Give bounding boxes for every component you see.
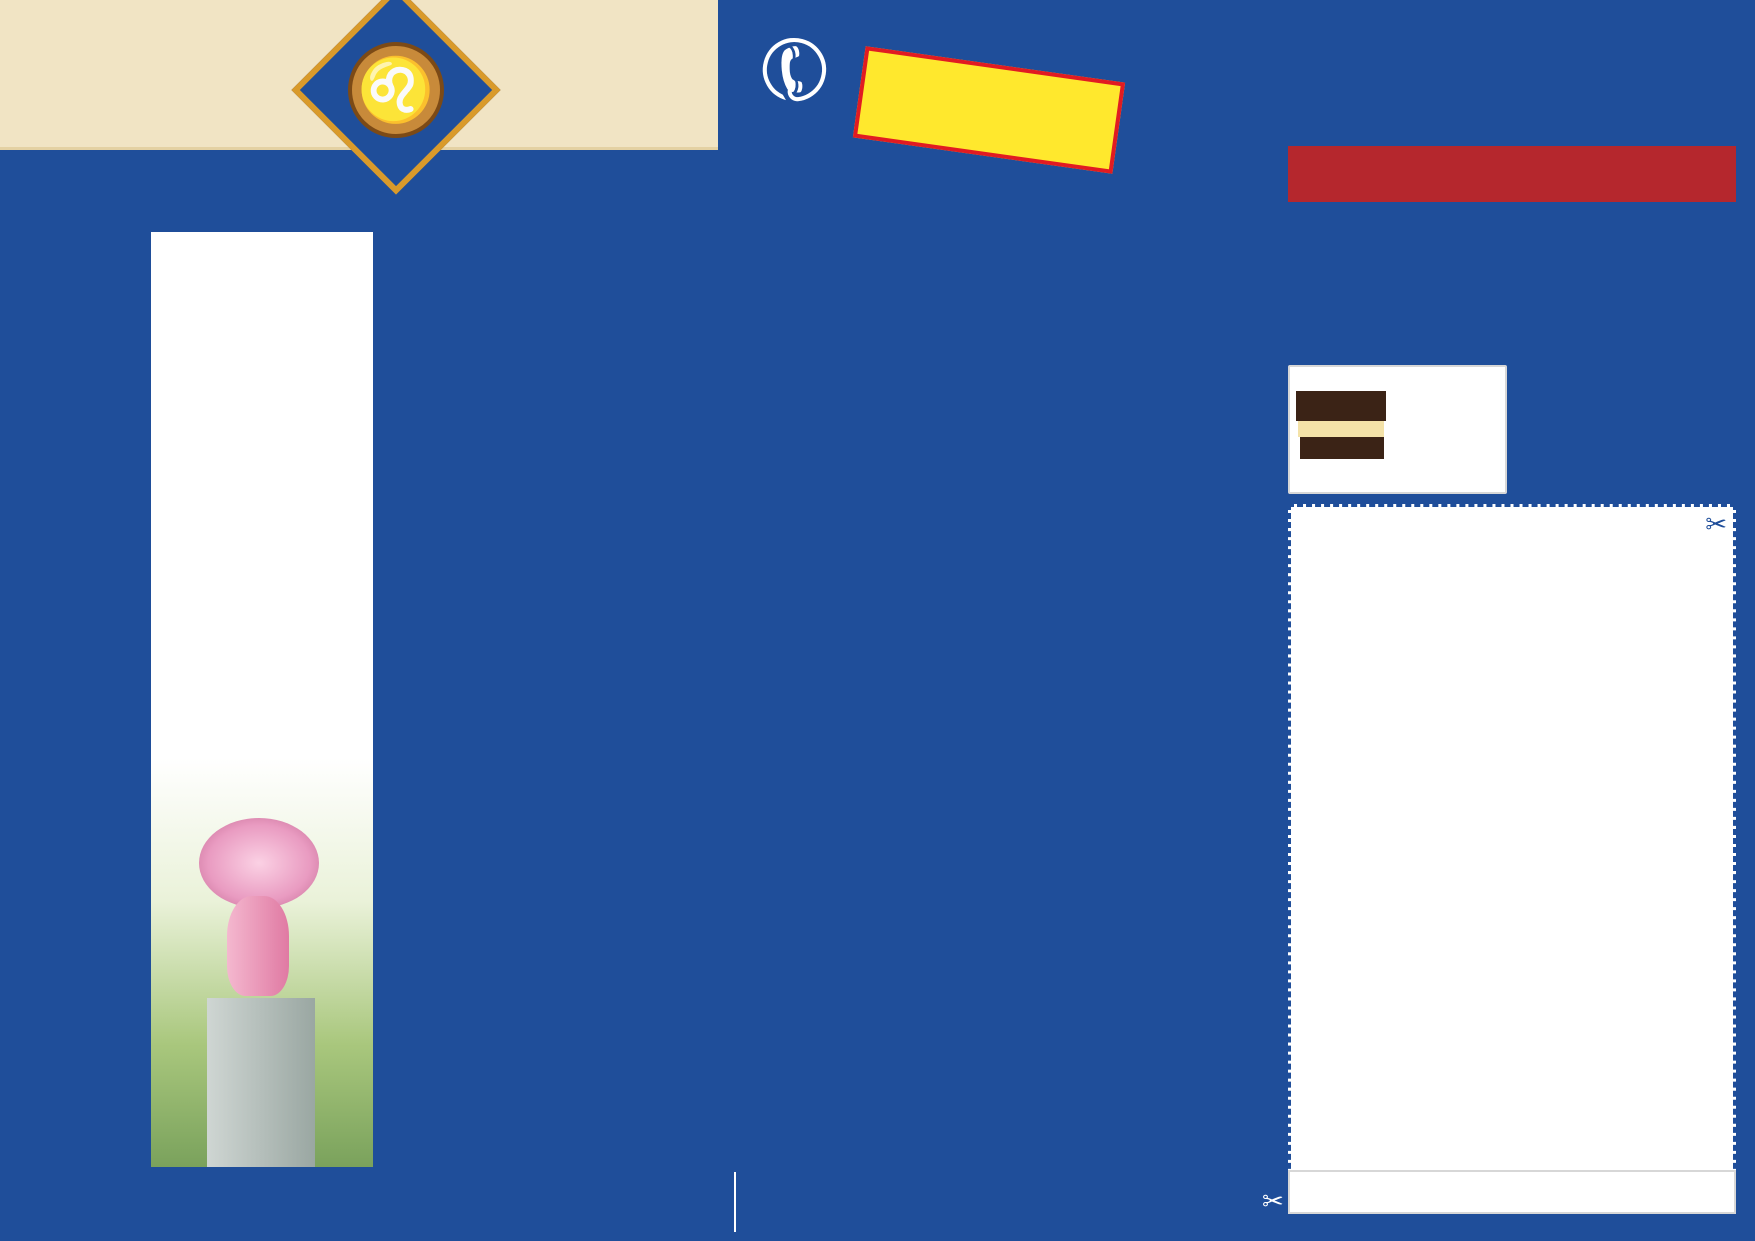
- scissors-icon: ✂: [1705, 509, 1727, 539]
- stone-pedestal: [207, 998, 315, 1167]
- order-form: [1288, 504, 1736, 1196]
- weekend-banner: [1288, 146, 1736, 202]
- peony-flowers: [199, 818, 319, 908]
- lion-icon: ♌: [348, 42, 444, 138]
- scissors-icon-bottom: ✂: [1262, 1186, 1284, 1216]
- price-notice-badge: [853, 46, 1125, 174]
- flower-image: [151, 758, 373, 1167]
- cake-box-cell: [1288, 365, 1507, 494]
- phone-icon: ✆: [741, 12, 850, 130]
- cake-slice: [1296, 391, 1386, 421]
- kw-range: [1288, 1170, 1736, 1214]
- pink-vase: [227, 896, 289, 996]
